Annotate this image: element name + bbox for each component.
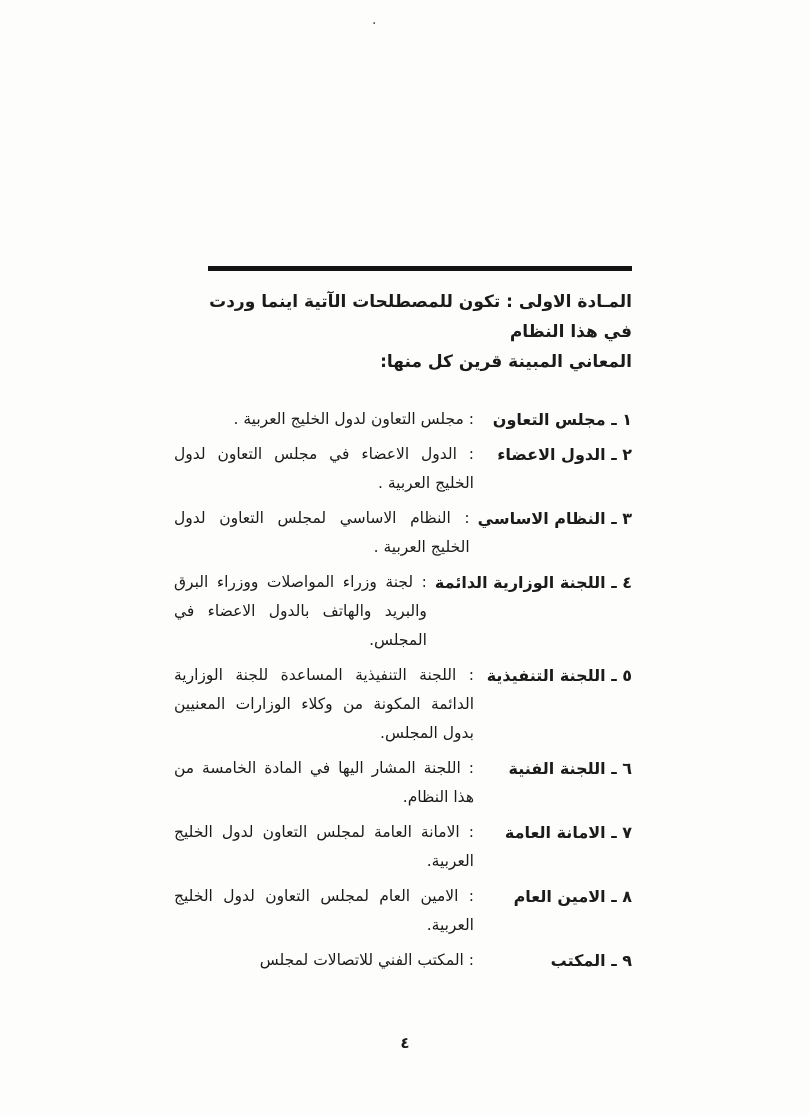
top-mark: . — [372, 12, 377, 28]
definition-term: ٩ ـ المكتب — [550, 951, 632, 970]
definition-term: ١ ـ مجلس التعاون — [492, 410, 632, 429]
definition-term: ٢ ـ الدول الاعضاء — [497, 445, 632, 464]
horizontal-rule — [208, 266, 632, 271]
definition-text: : النظام الاساسي لمجلس التعاون لدول الخليج العربية . — [174, 509, 470, 556]
definition-row — [174, 440, 632, 498]
definition-term: ٨ ـ الامين العام — [513, 887, 632, 906]
definition-row — [174, 818, 632, 876]
definition-row — [174, 882, 632, 940]
definition-text: : الامين العام لمجلس التعاون لدول الخليج العربية. — [174, 887, 474, 934]
definition-term: ٦ ـ اللجنة الفنية — [508, 759, 632, 778]
definition-term: ٧ ـ الامانة العامة — [504, 823, 632, 842]
page-number: ٤ — [400, 1034, 410, 1052]
definition-text: : الدول الاعضاء في مجلس التعاون لدول الخليج العربية . — [174, 445, 474, 492]
definition-row — [174, 504, 632, 562]
definition-row — [174, 754, 632, 812]
definition-row — [174, 405, 632, 434]
definition-term: ٤ ـ اللجنة الوزارية الدائمة — [434, 573, 632, 592]
definition-row — [174, 661, 632, 748]
definition-text: : اللجنة التنفيذية المساعدة للجنة الوزارية الدائمة المكونة من وكلاء الوزارات المعنيين بدول المجلس. — [174, 666, 474, 742]
heading-line-1: المـادة الاولى : تكون للمصطلحات الآتية اينما وردت في هذا النظام — [209, 292, 632, 342]
definition-text: : لجنة وزراء المواصلات ووزراء البرق والبريد والهاتف بالدول الاعضاء في المجلس. — [174, 573, 427, 649]
definition-text: : مجلس التعاون لدول الخليج العربية . — [233, 410, 474, 428]
definition-row — [174, 946, 632, 975]
definitions-list — [174, 405, 632, 975]
definition-text: : المكتب الفني للاتصالات لمجلس — [259, 951, 474, 969]
definition-term: ٣ ـ النظام الاساسي — [477, 509, 632, 528]
definition-term: ٥ ـ اللجنة التنفيذية — [486, 666, 632, 685]
definition-row — [174, 568, 632, 655]
definition-text: : اللجنة المشار اليها في المادة الخامسة من هذا النظام. — [174, 759, 474, 806]
page-content — [174, 266, 632, 975]
article-heading — [200, 287, 632, 377]
heading-line-2: المعاني المبينة قرين كل منها: — [380, 352, 632, 372]
definition-text: : الامانة العامة لمجلس التعاون لدول الخليج العربية. — [174, 823, 474, 870]
